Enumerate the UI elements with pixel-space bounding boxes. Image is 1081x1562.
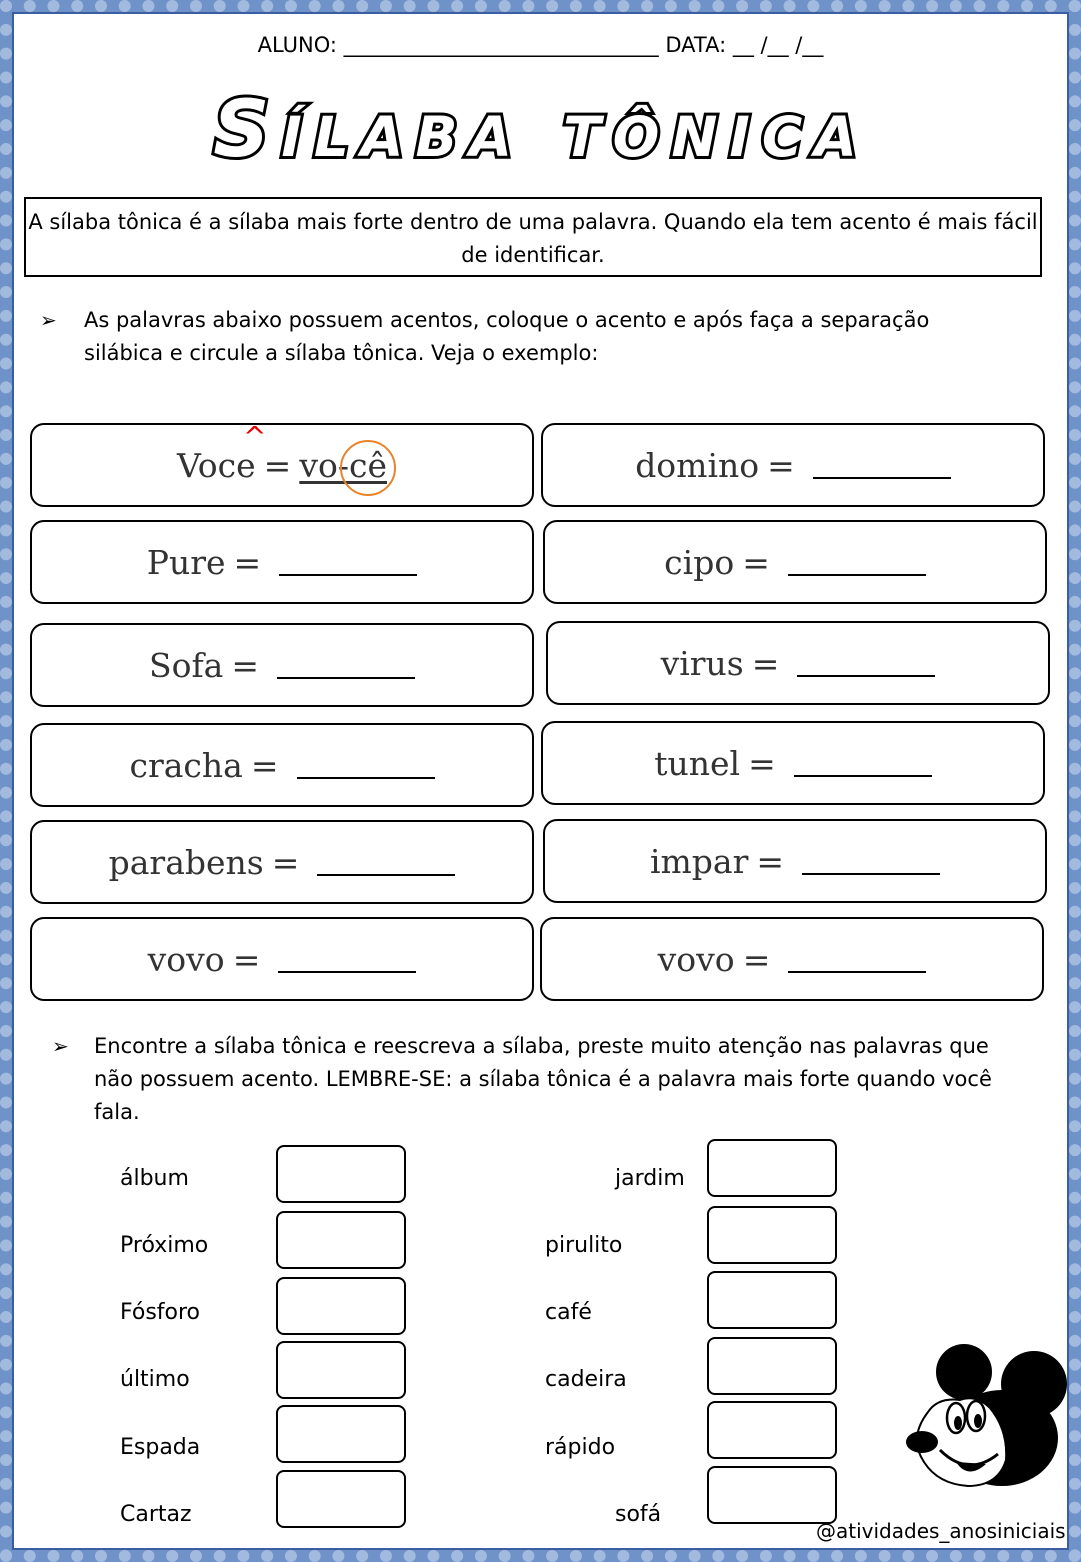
equals-sign: = (250, 745, 279, 785)
answer-box[interactable] (276, 1470, 406, 1528)
word-label: Espada (120, 1435, 201, 1460)
word: virus (660, 643, 744, 683)
date-blank[interactable]: __ /__ /__ (732, 33, 824, 57)
word: domino (635, 445, 760, 485)
answer-blank[interactable] (297, 751, 435, 779)
student-label: ALUNO: (257, 33, 337, 57)
equals-sign: = (751, 643, 780, 683)
answer-box[interactable] (276, 1145, 406, 1203)
instruction-2 (52, 1030, 1012, 1129)
mickey-mouse-icon (898, 1342, 1068, 1492)
equals-sign: = (742, 939, 771, 979)
word: vovo (657, 939, 735, 979)
word-label: rápido (545, 1435, 616, 1460)
word-box (30, 623, 534, 707)
equals-sign: = (767, 445, 795, 485)
word-label: jardim (615, 1166, 685, 1191)
answer-blank[interactable] (788, 548, 926, 576)
arrowhead-bullet-icon: ➢ (52, 1034, 69, 1058)
word: tunel (654, 743, 741, 783)
answer-box[interactable] (276, 1405, 406, 1463)
answer-blank[interactable] (794, 749, 932, 777)
word-label: pirulito (545, 1233, 623, 1258)
answer-blank[interactable] (797, 649, 935, 677)
answer-box[interactable] (707, 1206, 837, 1264)
word-box (541, 721, 1045, 805)
page-title (0, 82, 1081, 174)
answer-box[interactable] (276, 1211, 406, 1269)
answer-blank[interactable] (278, 945, 416, 973)
word-label: sofá (615, 1502, 662, 1527)
word-label: álbum (120, 1166, 189, 1191)
example-word (176, 419, 267, 485)
word-label: café (545, 1300, 592, 1325)
circle-mark-icon (340, 440, 396, 496)
word-label: Próximo (120, 1233, 209, 1258)
arrowhead-bullet-icon: ➢ (40, 308, 57, 332)
answer-blank[interactable] (788, 945, 926, 973)
word: parabens (108, 842, 264, 882)
word-box (30, 520, 534, 604)
definition-text: A sílaba tônica é a sílaba mais forte dentro de uma palavra. Quando ela tem acento é mais fácil de identificar. (28, 210, 1038, 267)
word-label: Cartaz (120, 1502, 192, 1527)
equals-sign: = (231, 645, 260, 685)
answer-blank[interactable] (802, 847, 940, 875)
answer-blank[interactable] (279, 548, 417, 576)
word-box (30, 723, 534, 807)
answer-box[interactable] (707, 1466, 837, 1524)
example-syllable-1: vo- (299, 445, 349, 485)
word-label: último (120, 1367, 190, 1392)
word-box (546, 621, 1050, 705)
word-box (540, 917, 1044, 1001)
word: cipo (664, 542, 735, 582)
equals-sign: = (742, 542, 770, 582)
word-box (543, 520, 1047, 604)
equals-sign: = (263, 445, 292, 485)
instruction-2-text: Encontre a sílaba tônica e reescreva a sílaba, preste muito atenção nas palavras que não possuem acento. LEMBRE-SE: a sílaba tônica é a palavra mais forte quando você fala. (94, 1034, 992, 1124)
answer-blank[interactable] (317, 848, 455, 876)
word-box (30, 820, 534, 904)
instruction-1 (40, 304, 1000, 370)
answer-box[interactable] (707, 1271, 837, 1329)
word-label: cadeira (545, 1367, 627, 1392)
word-label: Fósforo (120, 1300, 201, 1325)
example-box (30, 419, 534, 507)
date-label: DATA: (665, 33, 727, 57)
equals-sign: = (748, 743, 776, 783)
example-tonic-syllable (349, 446, 387, 485)
answer-blank[interactable] (813, 451, 951, 479)
word-box (30, 917, 534, 1001)
word-box (541, 423, 1045, 507)
accent-caret-icon: ^ (242, 419, 267, 453)
definition-box (24, 197, 1042, 277)
answer-box[interactable] (276, 1277, 406, 1335)
title-text: Sílaba tônica (212, 85, 869, 174)
answer-box[interactable] (707, 1401, 837, 1459)
header-line (0, 33, 1081, 57)
equals-sign: = (271, 842, 300, 882)
answer-box[interactable] (707, 1139, 837, 1197)
word: vovo (147, 939, 225, 979)
author-credit: @atividades_anosiniciais (816, 1519, 1066, 1543)
equals-sign: = (756, 841, 785, 881)
example-syllable-2: cê (349, 445, 388, 485)
example-word-text: Voce (176, 445, 256, 485)
answer-box[interactable] (276, 1341, 406, 1399)
title-graphic (191, 82, 891, 174)
answer-blank[interactable] (277, 651, 415, 679)
equals-sign: = (233, 542, 262, 582)
instruction-1-text: As palavras abaixo possuem acentos, coloque o acento e após faça a separação silábica e circule a sílaba tônica. Veja o exemplo: (84, 308, 930, 365)
word-box (543, 819, 1047, 903)
word: Sofa (148, 645, 224, 685)
answer-box[interactable] (707, 1337, 837, 1395)
word: Pure (146, 542, 226, 582)
word: cracha (129, 745, 243, 785)
student-name-blank[interactable]: ______________________________ (343, 33, 659, 57)
word: impar (649, 841, 749, 881)
equals-sign: = (232, 939, 261, 979)
